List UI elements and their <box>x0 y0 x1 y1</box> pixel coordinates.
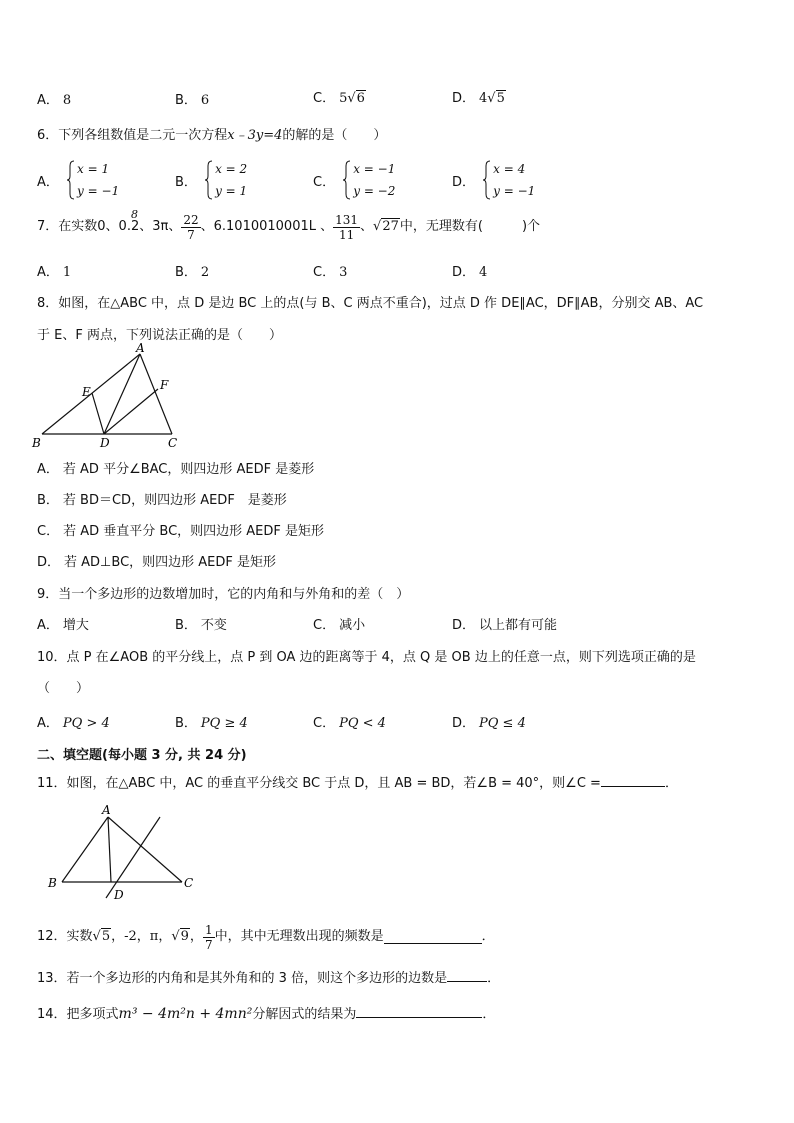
q11-label-d: D <box>114 888 124 902</box>
q11-label-a: A <box>102 803 111 817</box>
q14-answer-blank <box>356 1005 482 1018</box>
q9-option-c: C． 减小 <box>313 618 366 633</box>
q8-triangle-figure <box>30 342 190 450</box>
q6-option-d: D． x = 4 y = −1 <box>452 162 536 198</box>
q13-stem: 13．若一个多边形的内角和是其外角和的 3 倍，则这个多边形的边数是 ． <box>37 971 501 986</box>
q7-option-a: A． 1 <box>37 265 72 280</box>
q8-label-a: A <box>136 342 145 355</box>
q6-option-b: B． x = 2 y = 1 <box>175 162 248 198</box>
q5-option-c: C． 5√6 <box>313 91 365 106</box>
q10-option-b: B． PQ ≥ 4 <box>175 716 248 731</box>
q10-stem-line2: （ ） <box>37 681 90 696</box>
q5-option-d: D． 4√5 <box>452 91 505 106</box>
segment-ac <box>108 817 182 882</box>
q8-option-a: A． 若 AD 平分∠BAC，则四边形 AEDF 是菱形 <box>37 462 315 477</box>
q7-option-b: B． 2 <box>175 265 210 280</box>
q13-answer-blank <box>447 969 487 982</box>
q8-label-c: C <box>168 436 178 450</box>
segment-ac <box>140 354 172 434</box>
q8-label-f: F <box>160 378 169 392</box>
q14-stem: 14．把多项式m³ − 4m²n + 4mn²分解因式的结果为 ． <box>37 1006 496 1022</box>
q8-option-d: D． 若 AD⊥BC，则四边形 AEDF 是矩形 <box>37 555 277 570</box>
q11-triangle-figure <box>40 803 210 903</box>
q12-answer-blank <box>384 931 482 944</box>
section-2-title: 二、填空题(每小题 3 分, 共 24 分) <box>37 748 247 763</box>
q8-label-b: B <box>32 436 41 450</box>
q6-stem: 6．下列各组数值是二元一次方程x﹣3y=4的解的是（ ） <box>37 128 387 143</box>
q7-option-c: C． 3 <box>313 265 348 280</box>
segment-ab <box>62 817 108 882</box>
segment-df <box>104 389 158 434</box>
q5-option-b: B． 6 <box>175 93 210 108</box>
q12-stem: 12．实数√5，-2，π，√9， $\frac{1}{7}$ 中，其中无理数出现的频数是 ． <box>37 922 495 952</box>
q5-option-a: A． 8 <box>37 93 72 108</box>
segment-de <box>92 393 104 434</box>
q10-stem-line1: 10．点 P 在∠AOB 的平分线上，点 P 到 OA 边的距离等于 4，点 Q 是 OB 边上的任意一点，则下列选项正确的是 <box>37 650 696 665</box>
segment-ad <box>104 354 140 434</box>
segment-ad <box>108 817 111 882</box>
q10-option-d: D． PQ ≤ 4 <box>452 716 526 731</box>
q8-stem-line2: 于 E、F 两点，下列说法正确的是（ ） <box>37 328 282 343</box>
q8-stem-line1: 8．如图，在△ABC 中，点 D 是边 BC 上的点(与 B、C 两点不重合)，过点 D 作 DE∥AC，DF∥AB，分别交 AB、AC <box>37 296 704 311</box>
q9-stem: 9．当一个多边形的边数增加时，它的内角和与外角和的差（ ） <box>37 587 410 602</box>
perpendicular-bisector <box>106 817 160 898</box>
q8-option-c: C． 若 AD 垂直平分 BC，则四边形 AEDF 是矩形 <box>37 524 325 539</box>
q7-option-d: D． 4 <box>452 265 488 280</box>
q6-option-c: C． x = −1 y = −2 <box>313 162 396 198</box>
q6-option-a: A． x = 1 y = −1 <box>37 162 120 198</box>
q11-label-b: B <box>48 876 57 890</box>
segment-ab <box>42 354 140 434</box>
q10-option-c: C． PQ < 4 <box>313 716 386 731</box>
q11-label-c: C <box>184 876 194 890</box>
q9-option-a: A． 增大 <box>37 618 89 633</box>
q8-label-e: E <box>82 385 91 399</box>
q9-option-d: D． 以上都有可能 <box>452 618 558 633</box>
q9-option-b: B． 不变 <box>175 618 227 633</box>
q8-label-d: D <box>100 436 110 450</box>
q7-stem: 7．在实数0、0. 8 2、3π、 $\frac{22}{7}$ 、6.1010010001L 、 $\frac{131}{11}$ 、√27中，无理数有( )个 <box>37 208 541 242</box>
q8-option-b: B． 若 BD＝CD，则四边形 AEDF 是菱形 <box>37 493 287 508</box>
q10-option-a: A． PQ > 4 <box>37 716 110 731</box>
q11-stem: 11．如图，在△ABC 中，AC 的垂直平分线交 BC 于点 D，且 AB = BD，若∠B = 40°，则∠C = ． <box>37 776 678 791</box>
q11-answer-blank <box>601 774 665 787</box>
